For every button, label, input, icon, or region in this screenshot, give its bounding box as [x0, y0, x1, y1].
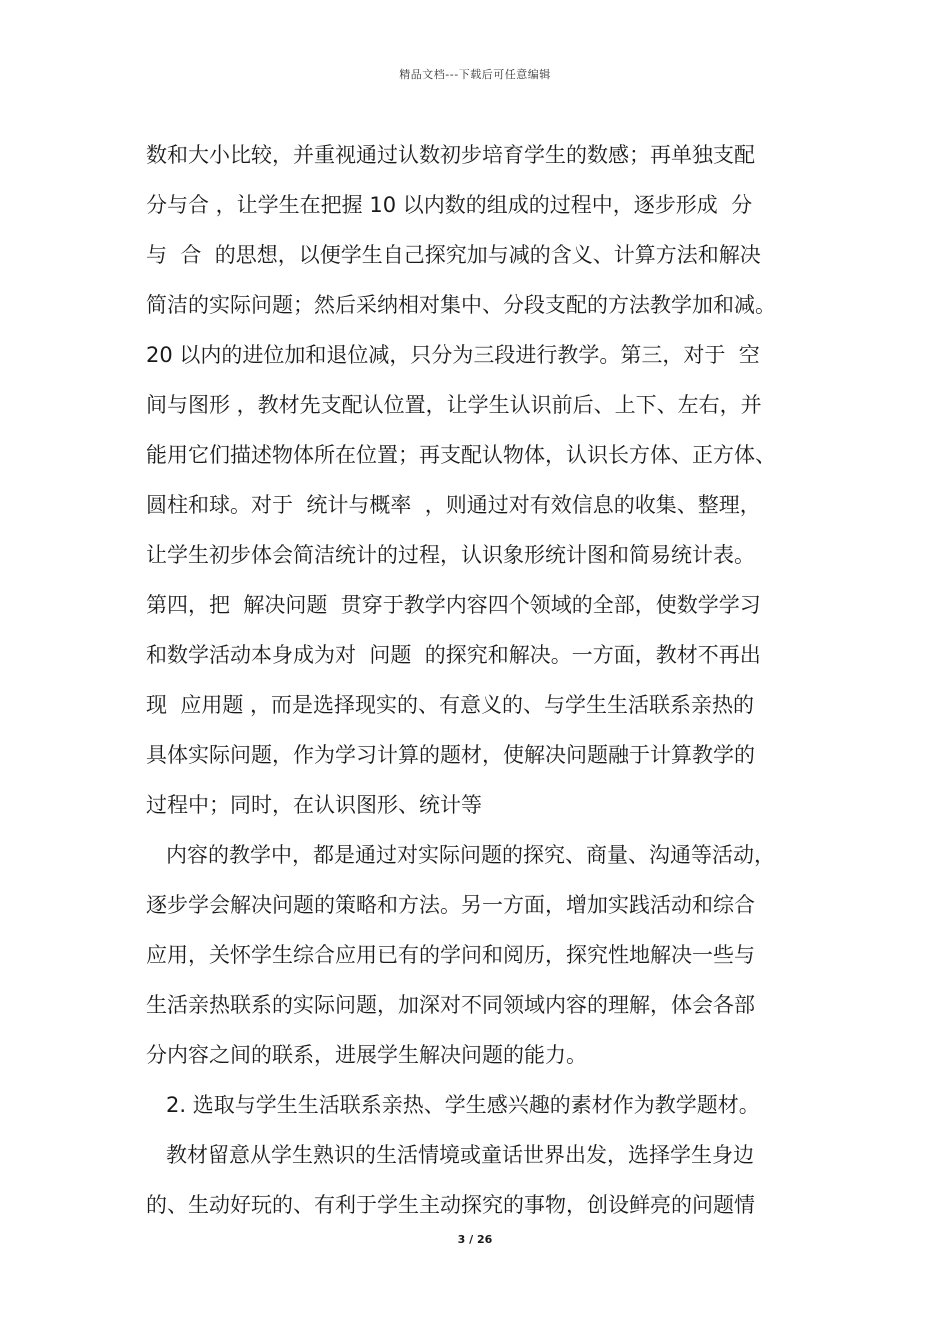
text-line: 与 合 的思想，以便学生自己探究加与减的含义、计算方法和解决 — [146, 243, 761, 267]
text-line: 分内容之间的联系，进展学生解决问题的能力。 — [146, 1043, 587, 1067]
text-line: 生活亲热联系的实际问题，加深对不同领域内容的理解，体会各部 — [146, 993, 755, 1017]
page-number: 3 / 26 — [457, 1233, 493, 1246]
text-line: 间与图形 ，教材先支配认位置，让学生认识前后、上下、左右，并 — [146, 393, 762, 417]
text-line: 和数学活动本身成为对 问题 的探究和解决。一方面，教材不再出 — [146, 643, 761, 667]
text-line: 具体实际问题，作为学习计算的题材，使解决问题融于计算教学的 — [146, 743, 755, 767]
text-line: 圆柱和球。对于 统计与概率 ，则通过对有效信息的收集、整理， — [146, 493, 761, 517]
text-line: 数和大小比较，并重视通过认数初步培育学生的数感；再单独支配 — [146, 143, 755, 167]
text-line: 简洁的实际问题；然后采纳相对集中、分段支配的方法教学加和减。 — [146, 293, 776, 317]
numbered-heading: 2. 选取与学生生活联系亲热、学生感兴趣的素材作为教学题材。 — [166, 1093, 760, 1117]
page-header: 精品文档---下载后可任意编辑 — [399, 68, 551, 81]
text-line: 逐步学会解决问题的策略和方法。另一方面，增加实践活动和综合 — [146, 893, 755, 917]
text-line: 分与合 ，让学生在把握 10 以内数的组成的过程中，逐步形成 分 — [146, 193, 753, 217]
text-line: 20 以内的进位加和退位减，只分为三段进行教学。第三，对于 空 — [146, 343, 760, 367]
text-line: 的、生动好玩的、有利于学生主动探究的事物，创设鲜亮的问题情 — [146, 1193, 755, 1217]
text-line: 应用，关怀学生综合应用已有的学问和阅历，探究性地解决一些与 — [146, 943, 755, 967]
text-line: 现 应用题 ，而是选择现实的、有意义的、与学生生活联系亲热的 — [146, 693, 755, 717]
text-line: 过程中；同时，在认识图形、统计等 — [146, 793, 482, 817]
text-line: 第四，把 解决问题 贯穿于教学内容四个领域的全部，使数学学习 — [146, 593, 761, 617]
text-line: 教材留意从学生熟识的生活情境或童话世界出发，选择学生身边 — [166, 1143, 754, 1167]
document-body — [146, 130, 826, 1230]
text-line: 内容的教学中，都是通过对实际问题的探究、商量、沟通等活动， — [166, 843, 775, 867]
text-line: 让学生初步体会简洁统计的过程，认识象形统计图和简易统计表。 — [146, 543, 755, 567]
text-line: 能用它们描述物体所在位置；再支配认物体，认识长方体、正方体、 — [146, 443, 776, 467]
